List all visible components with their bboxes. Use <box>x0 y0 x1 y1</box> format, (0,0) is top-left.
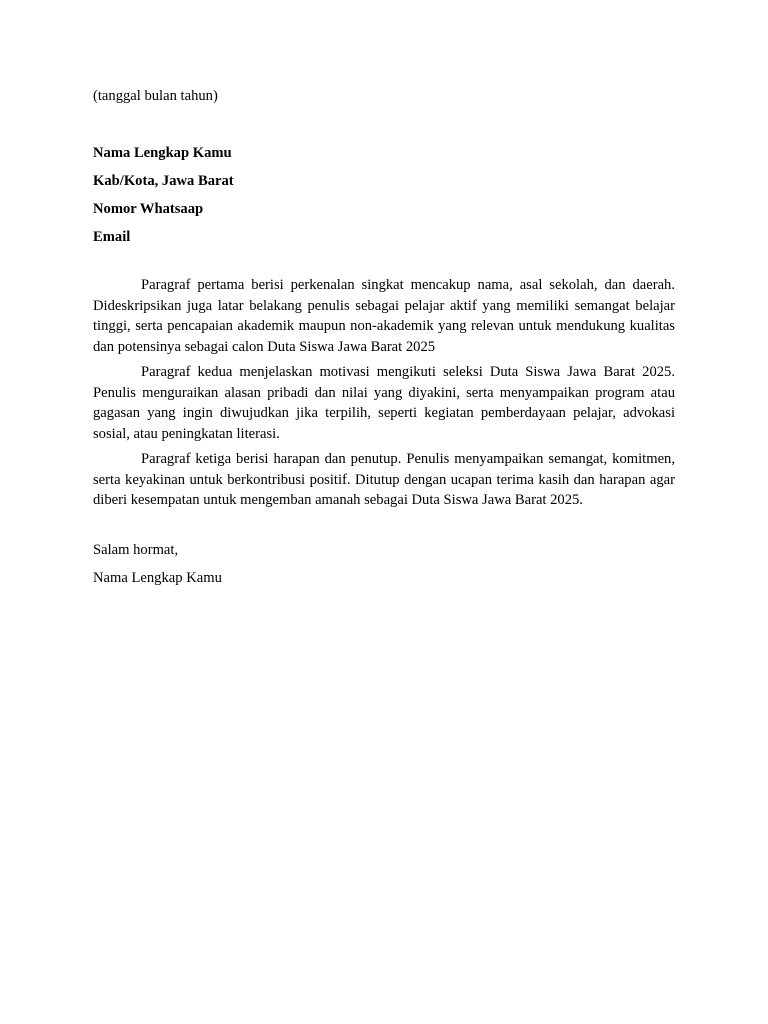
paragraph-introduction: Paragraf pertama berisi perkenalan singkat mencakup nama, asal sekolah, dan daerah. Dideskripsikan juga latar belakang penulis sebagai pelajar aktif yang memiliki semangat belajar tinggi, serta pencapaian akademik maupun non-akademik yang relevan untuk mendukung kualitas dan potensinya sebagai calon Duta Siswa Jawa Barat 2025 <box>93 277 675 355</box>
date-placeholder: (tanggal bulan tahun) <box>93 88 218 104</box>
signature-name: Nama Lengkap Kamu <box>93 569 222 586</box>
paragraph-motivation: Paragraf kedua menjelaskan motivasi mengikuti seleksi Duta Siswa Jawa Barat 2025. Penulis menguraikan alasan pribadi dan nilai yang diyakini, serta menyampaikan program atau gagasan yang ingin diwujudkan jika terpilih, seperti kegiatan pemberdayaan pelajar, advokasi sosial, atau peningkatan literasi. <box>93 364 675 442</box>
sender-block <box>93 144 675 247</box>
sender-name: Nama Lengkap Kamu <box>93 145 232 161</box>
letter-body <box>93 275 675 511</box>
closing-block <box>93 541 675 588</box>
closing-salutation: Salam hormat, <box>93 541 179 558</box>
sender-phone: Nomor Whatsaap <box>93 201 204 217</box>
sender-email: Email <box>93 229 131 245</box>
paragraph-closing: Paragraf ketiga berisi harapan dan penutup. Penulis menyampaikan semangat, komitmen, serta keyakinan untuk berkontribusi positif. Ditutup dengan ucapan terima kasih dan harapan agar diberi kesempatan untuk mengemban amanah sebagai Duta Siswa Jawa Barat 2025. <box>93 451 675 508</box>
letter-page <box>93 87 675 597</box>
sender-location: Kab/Kota, Jawa Barat <box>93 173 234 189</box>
